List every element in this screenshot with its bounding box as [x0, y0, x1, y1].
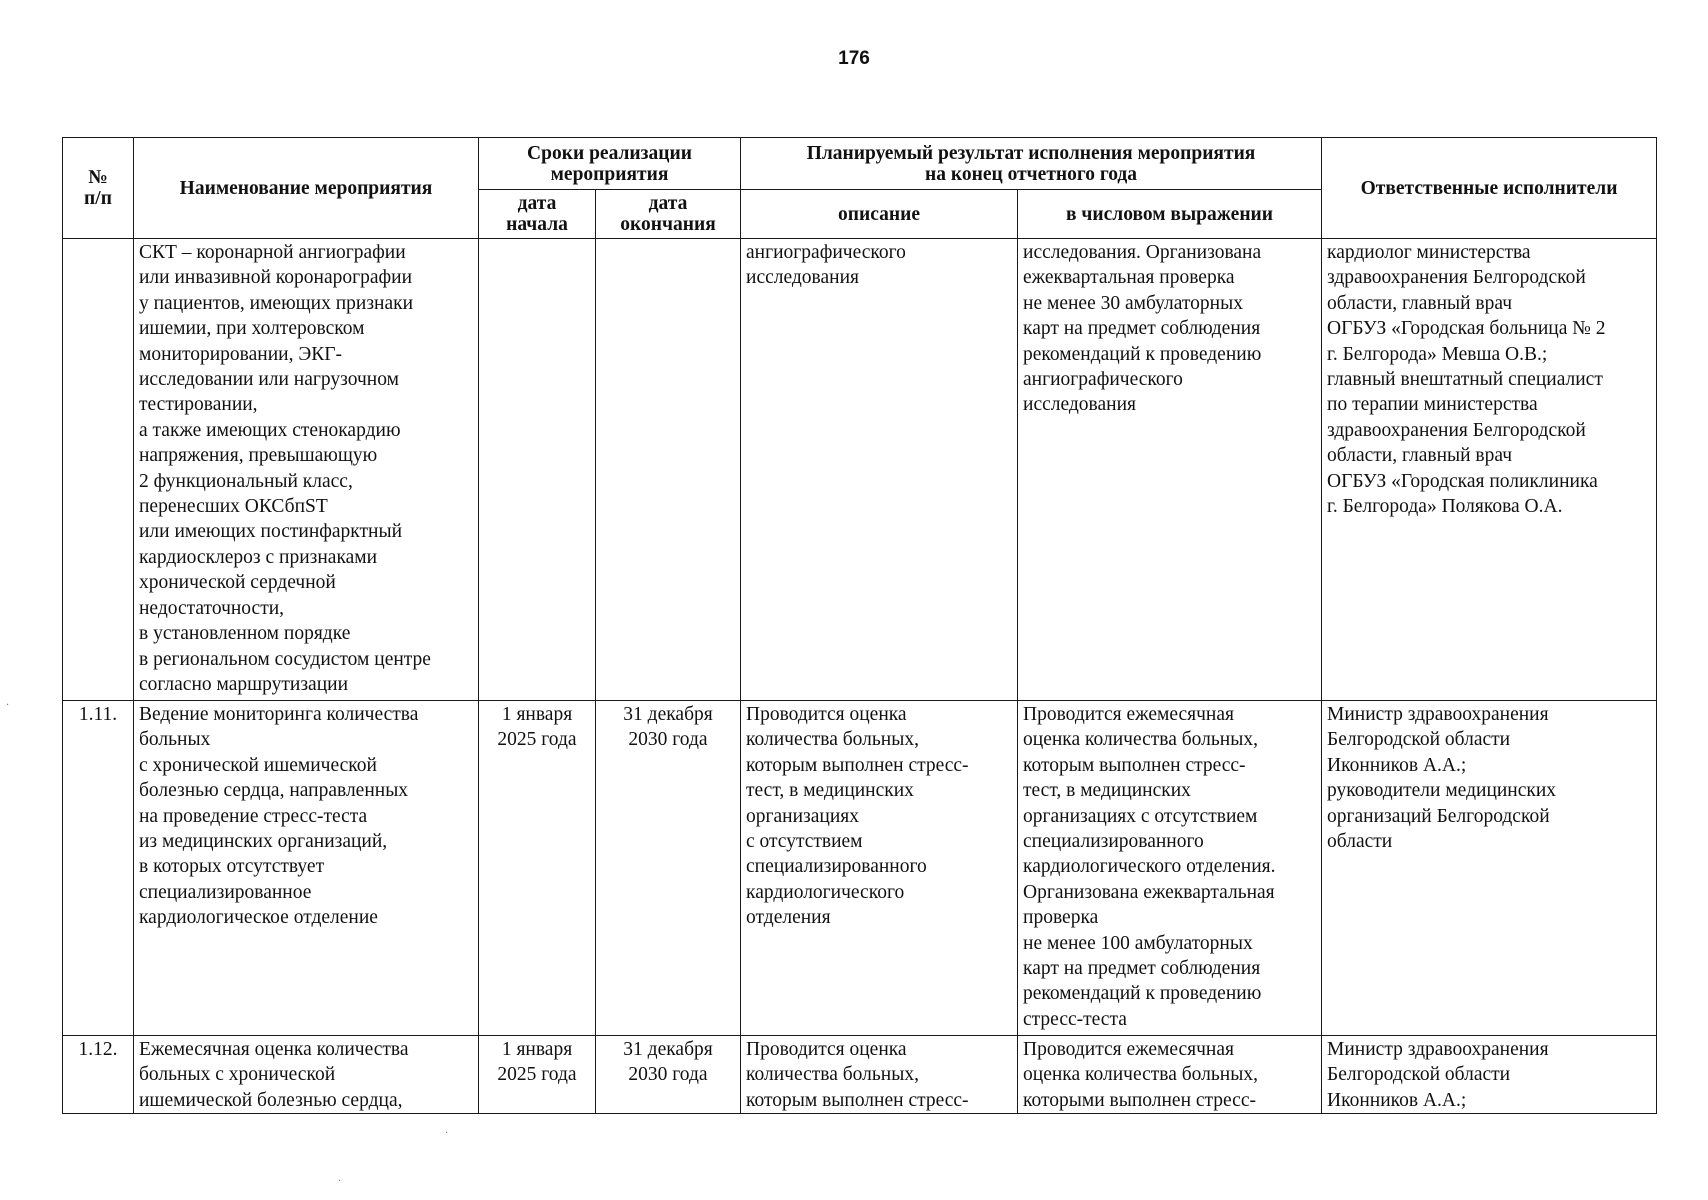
cell-name: Ведение мониторинга количества больных с хронической ишемической болезнью сердца, направленных на проведение стресс-теста из медицинских организаций, в которых отсутствует специализированное кардиологическое отделение — [134, 701, 479, 1036]
header-responsible: Ответственные исполнители — [1322, 138, 1657, 239]
cell-num: 1.11. — [63, 701, 134, 1036]
table-row — [63, 701, 1657, 1036]
header-num: № п/п — [63, 138, 134, 239]
cell-numeric: Проводится ежемесячная оценка количества больных, которыми выполнен стресс- — [1018, 1036, 1322, 1114]
cell-start — [479, 239, 596, 701]
cell-responsible: Министр здравоохранения Белгородской области Иконников А.А.; руководители медицинских организаций Белгородской области — [1322, 701, 1657, 1036]
cell-description: Проводится оценка количества больных, которым выполнен стресс- тест, в медицинских организациях с отсутствием специализированного кардиологического отделения — [741, 701, 1018, 1036]
cell-numeric: исследования. Организована ежеквартальная проверка не менее 30 амбулаторных карт на предмет соблюдения рекомендаций к проведению ангиографического исследования — [1018, 239, 1322, 701]
scan-speck: · — [6, 700, 10, 711]
cell-description: Проводится оценка количества больных, которым выполнен стресс- — [741, 1036, 1018, 1114]
header-end: дата окончания — [596, 190, 741, 239]
cell-end: 31 декабря 2030 года — [596, 1036, 741, 1114]
table-row — [63, 239, 1657, 701]
page-number: 176 — [838, 48, 870, 69]
cell-name: Ежемесячная оценка количества больных с хронической ишемической болезнью сердца, — [134, 1036, 479, 1114]
header-row-top — [63, 138, 1657, 190]
cell-start: 1 января 2025 года — [479, 701, 596, 1036]
cell-responsible: кардиолог министерства здравоохранения Белгородской области, главный врач ОГБУЗ «Городская больница № 2 г. Белгорода» Мевша О.В.; главный внештатный специалист по терапии министерства здравоохранения Белгородской области, главный врач ОГБУЗ «Городская поликлиника г. Белгорода» Полякова О.А. — [1322, 239, 1657, 701]
cell-end: 31 декабря 2030 года — [596, 701, 741, 1036]
cell-start: 1 января 2025 года — [479, 1036, 596, 1114]
cell-num — [63, 239, 134, 701]
cell-responsible: Министр здравоохранения Белгородской области Иконников А.А.; — [1322, 1036, 1657, 1114]
cell-numeric: Проводится ежемесячная оценка количества больных, которым выполнен стресс- тест, в медицинских организациях с отсутствием специализированного кардиологического отделения. Организована ежеквартальная проверка не менее 100 амбулаторных карт на предмет соблюдения рекомендаций к проведению стресс-теста — [1018, 701, 1322, 1036]
cell-end — [596, 239, 741, 701]
header-result: Планируемый результат исполнения мероприятия на конец отчетного года — [741, 138, 1322, 190]
cell-num: 1.12. — [63, 1036, 134, 1114]
scan-speck: · — [445, 1128, 449, 1139]
cell-description: ангиографического исследования — [741, 239, 1018, 701]
table-row — [63, 1036, 1657, 1114]
cell-name: СКТ – коронарной ангиографии или инвазивной коронарографии у пациентов, имеющих признаки ишемии, при холтеровском мониторировании, ЭКГ- исследовании или нагрузочном тестировании, а также имеющих стенокардию напряжения, превышающую 2 функциональный класс, перенесших ОКСбпST или имеющих постинфарктный кардиосклероз с признаками хронической сердечной недостаточности, в установленном порядке в региональном сосудистом центре согласно маршрутизации — [134, 239, 479, 701]
header-description: описание — [741, 190, 1018, 239]
scan-speck: · — [338, 1176, 342, 1187]
header-terms: Сроки реализации мероприятия — [479, 138, 741, 190]
header-numeric: в числовом выражении — [1018, 190, 1322, 239]
header-start: дата начала — [479, 190, 596, 239]
header-name: Наименование мероприятия — [134, 138, 479, 239]
measures-table — [62, 137, 1657, 1114]
